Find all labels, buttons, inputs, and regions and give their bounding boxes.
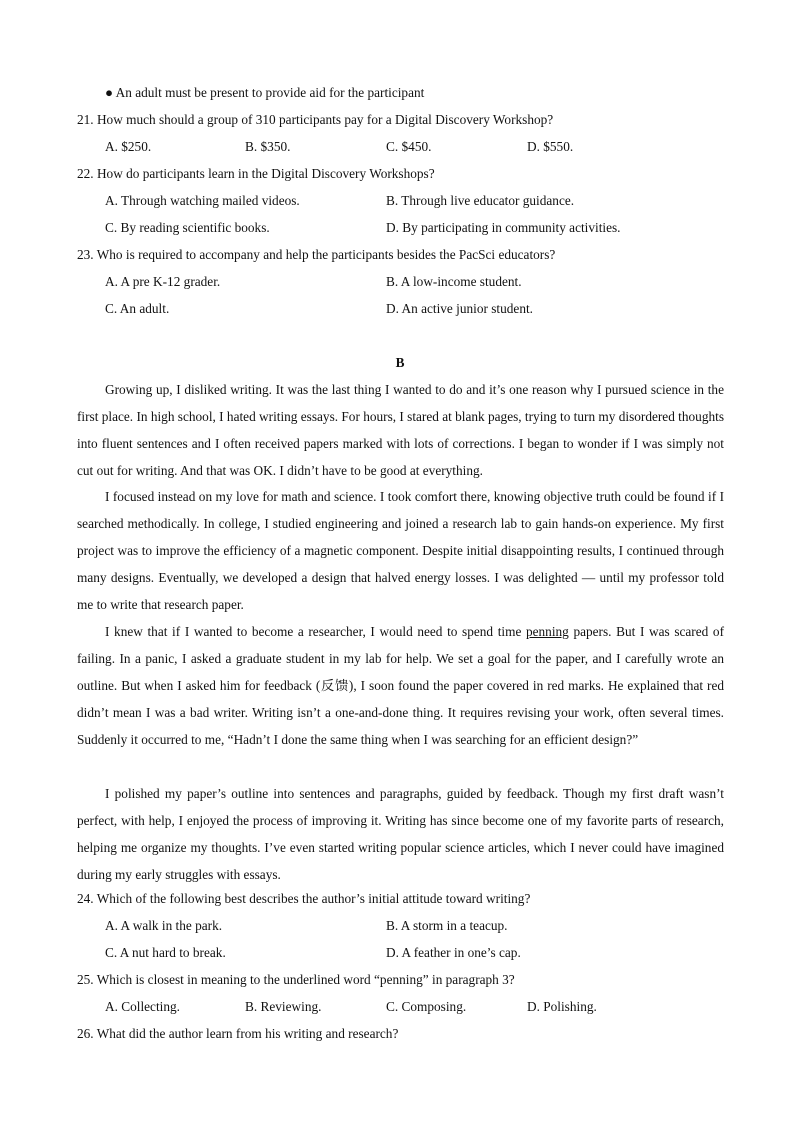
question-22-option-c: C. By reading scientific books. — [105, 220, 270, 235]
question-22-option-d: D. By participating in community activities. — [386, 220, 621, 235]
passage-paragraph-2: I focused instead on my love for math and science. I took comfort there, knowing objective truth could be found if I searched methodically. In college, I studied engineering and joined a research lab to gain hands-on experience. My first project was to improve the efficiency of a magnetic component. Despite initial disappointing results, I continued through many designs. Eventually, we developed a design that halved energy losses. I was delighted — until my professor told me to write that research paper. — [77, 489, 724, 612]
question-23-option-c: C. An adult. — [105, 301, 170, 316]
passage-paragraph-4: I polished my paper’s outline into sentences and paragraphs, guided by feedback. Though my first draft wasn’t perfect, with help, I enjoyed the process of improving it. Writing has since become one of my favorite parts of research, helping me organize my thoughts. I’ve even started writing popular science articles, which I never could have imagined during my early struggles with essays. — [77, 786, 724, 882]
paragraph-3-before: I knew that if I wanted to become a researcher, I would need to spend time — [105, 624, 526, 639]
bullet-adult-present: ● An adult must be present to provide aid for the participant — [105, 85, 425, 100]
question-22-stem: 22. How do participants learn in the Digital Discovery Workshops? — [77, 166, 435, 181]
question-22-option-a: A. Through watching mailed videos. — [105, 193, 300, 208]
question-24-option-c: C. A nut hard to break. — [105, 945, 226, 960]
question-21-option-a: A. $250. — [105, 139, 152, 154]
question-24-option-a: A. A walk in the park. — [105, 918, 223, 933]
section-b-heading: B — [395, 355, 405, 370]
passage-paragraph-1: Growing up, I disliked writing. It was the last thing I wanted to do and it’s one reason why I pursued science in the first place. In high school, I hated writing essays. For hours, I stared at blank pages, trying to turn my disordered thoughts into fluent sentences and I often received papers marked with lots of corrections. I began to wonder if I was simply not cut out for writing. And that was OK. I didn’t have to be good at everything. — [77, 382, 724, 478]
question-25-option-c: C. Composing. — [386, 999, 467, 1014]
paragraph-3-after: papers. But I was scared of failing. In a panic, I asked a graduate student in my lab for help. We set a goal for the paper, and I carefully wrote an outline. But when I asked him for feedback (反馈), I soon found the paper covered in red marks. He explained that red didn’t mean I was a bad writer. Writing isn’t a one-and-done thing. It requires revising your work, often several times. Suddenly it occurred to me, “Hadn’t I done the same thing when I was searching for an efficient design?” — [77, 624, 724, 747]
question-23-option-a: A. A pre K-12 grader. — [105, 274, 221, 289]
question-23-option-d: D. An active junior student. — [386, 301, 533, 316]
question-24-option-b: B. A storm in a teacup. — [386, 918, 508, 933]
question-25-option-a: A. Collecting. — [105, 999, 180, 1014]
underlined-word-penning: penning — [525, 624, 569, 639]
question-24-stem: 24. Which of the following best describes the author’s initial attitude toward writing? — [77, 891, 531, 906]
question-24-option-d: D. A feather in one’s cap. — [386, 945, 521, 960]
question-21-option-c: C. $450. — [386, 139, 432, 154]
question-25-option-b: B. Reviewing. — [245, 999, 322, 1014]
question-23-option-b: B. A low-income student. — [386, 274, 522, 289]
question-23-stem: 23. Who is required to accompany and help the participants besides the PacSci educators? — [77, 247, 556, 262]
question-26-stem: 26. What did the author learn from his writing and research? — [77, 1026, 399, 1041]
question-21-stem: 21. How much should a group of 310 participants pay for a Digital Discovery Workshop? — [77, 112, 554, 127]
question-25-stem: 25. Which is closest in meaning to the underlined word “penning” in paragraph 3? — [77, 972, 515, 987]
passage-paragraph-3 — [77, 618, 724, 753]
question-21-option-b: B. $350. — [245, 139, 291, 154]
question-22-option-b: B. Through live educator guidance. — [386, 193, 575, 208]
question-25-option-d: D. Polishing. — [527, 999, 597, 1014]
question-21-option-d: D. $550. — [527, 139, 574, 154]
